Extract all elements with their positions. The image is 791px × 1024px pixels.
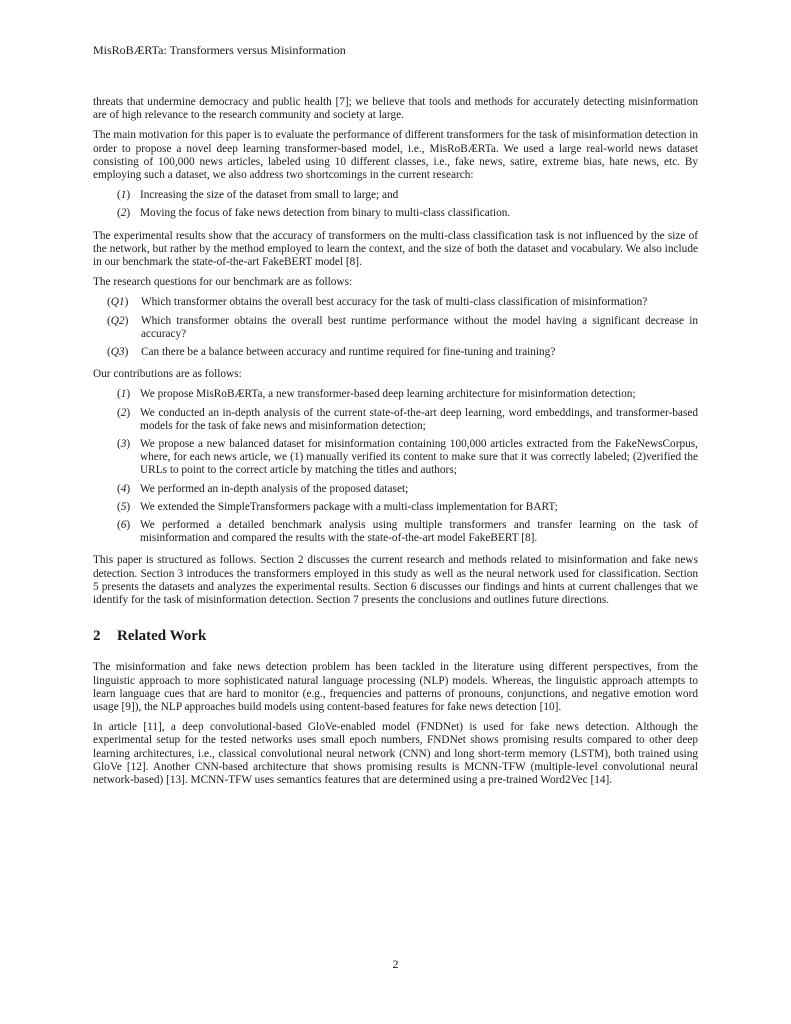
shortcomings-list bbox=[93, 189, 698, 220]
list-item bbox=[93, 388, 698, 401]
list-item-text: Increasing the size of the dataset from small to large; and bbox=[140, 189, 399, 202]
paragraph: This paper is structured as follows. Section 2 discusses the current research and methods related to misinformation and fake news detection. Section 3 introduces the transformers employed in this study as well as the neural network used for classification. Section 5 presents the datasets and analyzes the experimental results. Section 6 discusses our findings and hints at current challenges that we identify for the task of misinformation detection. Section 7 presents the conclusions and outlines future directions. bbox=[93, 554, 698, 607]
list-item bbox=[93, 519, 698, 545]
list-item-text: We performed an in-depth analysis of the proposed dataset; bbox=[140, 482, 409, 495]
paragraph: The experimental results show that the accuracy of transformers on the multi-class classification task is not influenced by the size of the network, but rather by the method employed to learn the context, and the size of both the dataset and vocabulary. We also include in our benchmark the state-of-the-art FakeBERT model [8]. bbox=[93, 229, 698, 269]
list-item-number: (Q2) bbox=[107, 314, 129, 327]
paragraph: In article [11], a deep convolutional-based GloVe-enabled model (FNDNet) is used for fake news detection. Although the experimental setup for the tested networks uses small epoch numbers, FNDNet shows promising results compared to other deep learning architectures, i.e., classical convolutional neural network (CNN) and long short-term memory (LSTM), both trained using GloVe [12]. Another CNN-based architecture that shows promising results is MCNN-TFW (multiple-level convolutional neural network-based) [13]. MCNN-TFW uses semantics features that are determined using a pre-trained Word2Vec [14]. bbox=[93, 721, 698, 786]
list-item-text: Moving the focus of fake news detection from binary to multi-class classification. bbox=[140, 207, 511, 220]
list-item bbox=[93, 296, 698, 309]
contributions-list bbox=[93, 388, 698, 545]
section-number: 2 bbox=[93, 628, 101, 645]
paragraph: The research questions for our benchmark are as follows: bbox=[93, 276, 353, 289]
list-item bbox=[93, 501, 698, 514]
list-item-number: (2) bbox=[117, 406, 131, 419]
list-item-number: (Q3) bbox=[107, 346, 129, 359]
list-item bbox=[93, 346, 698, 359]
section-title: Related Work bbox=[117, 628, 207, 645]
list-item-text: Which transformer obtains the overall best accuracy for the task of multi-class classification of misinformation? bbox=[141, 296, 648, 309]
paragraph: threats that undermine democracy and public health [7]; we believe that tools and methods for accurately detecting misinformation are of high relevance to the research community and society at large. bbox=[93, 96, 698, 122]
list-item-text: We extended the SimpleTransformers package with a multi-class implementation for BART; bbox=[140, 500, 558, 513]
list-item bbox=[93, 315, 698, 341]
list-item bbox=[93, 207, 698, 220]
list-item-number: (1) bbox=[117, 388, 131, 401]
list-item-number: (3) bbox=[117, 438, 131, 451]
list-item-text: Which transformer obtains the overall best runtime performance without the model having a significant decrease in accuracy? bbox=[141, 314, 698, 340]
paragraph: Our contributions are as follows: bbox=[93, 368, 242, 381]
section-heading bbox=[93, 627, 698, 645]
list-item-number: (2) bbox=[117, 207, 131, 220]
list-item-number: (4) bbox=[117, 482, 131, 495]
list-item-text: We propose a new balanced dataset for misinformation containing 100,000 articles extracted from the FakeNewsCorpus, where, for each news article, we (1) manually verified its content to make sure that it was correctly labeled; (2)verified the URLs to point to the correct article by matching the titles and authors; bbox=[140, 438, 698, 477]
list-item-text: We performed a detailed benchmark analysis using multiple transformers and transfer learning on the task of misinformation and compared the results with the state-of-the-art model FakeBERT [8]. bbox=[140, 519, 698, 545]
list-item-text: Can there be a balance between accuracy and runtime required for fine-tuning and training? bbox=[141, 346, 556, 359]
paragraph: The main motivation for this paper is to evaluate the performance of different transformers for the task of misinformation detection in order to propose a novel deep learning transformer-based model, i.e., MisRoBÆRTa. We used a large real-world news dataset consisting of 100,000 news articles, labeled using 10 different classes, i.e., fake news, satire, extreme bias, hate news, etc. By employing such a dataset, we also address two shortcomings in the current research: bbox=[93, 129, 698, 182]
paragraph: The misinformation and fake news detection problem has been tackled in the literature using different perspectives, from the linguistic approach to more sophisticated natural language processing (NLP) models. Whereas, the linguistic approach attempts to learn language cues that are hard to monitor (e.g., frequencies and patterns of pronouns, conjunctions, and negative emotion word usage [9]), the NLP approaches build models using content-based features for fake news detection [10]. bbox=[93, 661, 698, 713]
list-item bbox=[93, 407, 698, 433]
list-item bbox=[93, 483, 698, 496]
page-number: 2 bbox=[392, 957, 399, 971]
list-item-text: We propose MisRoBÆRTa, a new transformer-based deep learning architecture for misinformation detection; bbox=[140, 388, 636, 401]
list-item-number: (6) bbox=[117, 519, 131, 532]
list-item bbox=[93, 189, 698, 202]
list-item bbox=[93, 438, 698, 478]
list-item-text: We conducted an in-depth analysis of the current state-of-the-art deep learning, word embeddings, and transformer-based models for the task of fake news and misinformation detection; bbox=[140, 406, 698, 432]
list-item-number: (5) bbox=[117, 500, 131, 513]
research-questions-list bbox=[93, 296, 698, 359]
list-item-number: (Q1) bbox=[107, 296, 129, 309]
list-item-number: (1) bbox=[117, 189, 131, 202]
running-header: MisRoBÆRTa: Transformers versus Misinformation bbox=[93, 43, 346, 57]
page-body bbox=[93, 96, 698, 794]
